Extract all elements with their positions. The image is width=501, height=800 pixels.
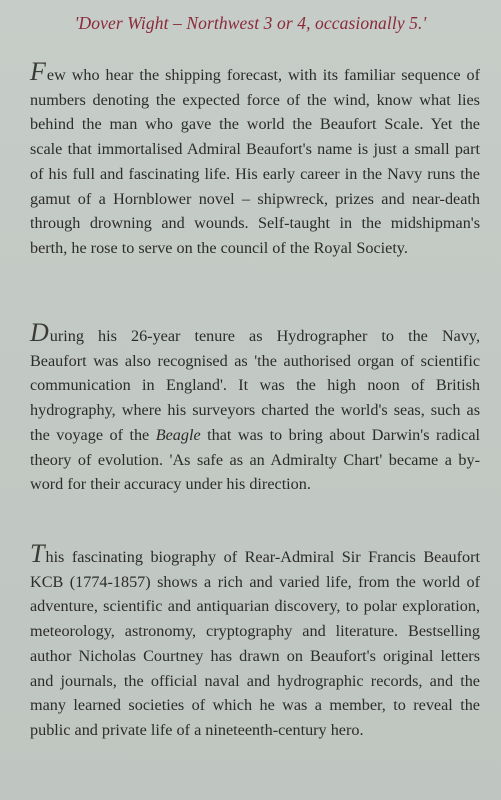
drop-cap: D [30,318,49,347]
paragraph-biography-summary [30,539,480,743]
text-line: through drowning and wounds. Self-taught in the midshipman's [30,214,480,233]
text-line: scale that immortalised Admiral Beaufort's name is just a small part [30,140,480,159]
text-line: word for their accuracy under his direction. [30,475,311,494]
text-line: gamut of a Hornblower novel – shipwreck, prizes and near-death [30,189,480,208]
text-line: theory of evolution. 'As safe as an Admiralty Chart' became a by- [30,450,480,469]
text-line: KCB (1774-1857) shows a rich and varied life, from the world of [30,572,480,591]
text-line: This fascinating biography of Rear-Admiral Sir Francis Beaufort [30,539,480,568]
ship-name-beagle: Beagle [155,425,201,444]
text-line: public and private life of a nineteenth-century hero. [30,720,364,739]
text-line: communication in England'. It was the high noon of British [30,376,480,395]
drop-cap: T [30,539,45,568]
shipping-forecast-quote: 'Dover Wight – Northwest 3 or 4, occasionally 5.' [74,13,427,33]
text-line: adventure, scientific and antiquarian discovery, to polar exploration, [30,597,480,616]
text-line: of his full and fascinating life. His early career in the Navy runs the [30,164,480,183]
text-line: many learned societies of which he was a member, to reveal the [30,696,480,715]
text-line: During his 26-year tenure as Hydrographer to the Navy, [30,318,480,347]
text-line: Beaufort was also recognised as 'the authorised organ of scientific [30,351,480,370]
text-line: behind the man who gave the world the Beaufort Scale. Yet the [30,115,480,134]
text-line: the voyage of the Beagle that was to bring about Darwin's radical [30,425,481,444]
paragraph-hydrographer [30,318,481,497]
text-line: and journals, the official naval and hydrographic records, and the [30,671,480,690]
text-line: author Nicholas Courtney has drawn on Beaufort's original letters [30,646,480,665]
text-line: meteorology, astronomy, cryptography and literature. Bestselling [30,622,480,641]
paragraph-early-career [30,57,480,261]
drop-cap: F [30,57,46,86]
text-line: berth, he rose to serve on the council of the Royal Society. [30,238,408,257]
text-line: numbers denoting the expected force of the wind, know what lies [30,90,480,109]
text-line: hydrography, where his surveyors charted the world's seas, such as [30,401,480,420]
text-line: Few who hear the shipping forecast, with its familiar sequence of [30,57,480,86]
